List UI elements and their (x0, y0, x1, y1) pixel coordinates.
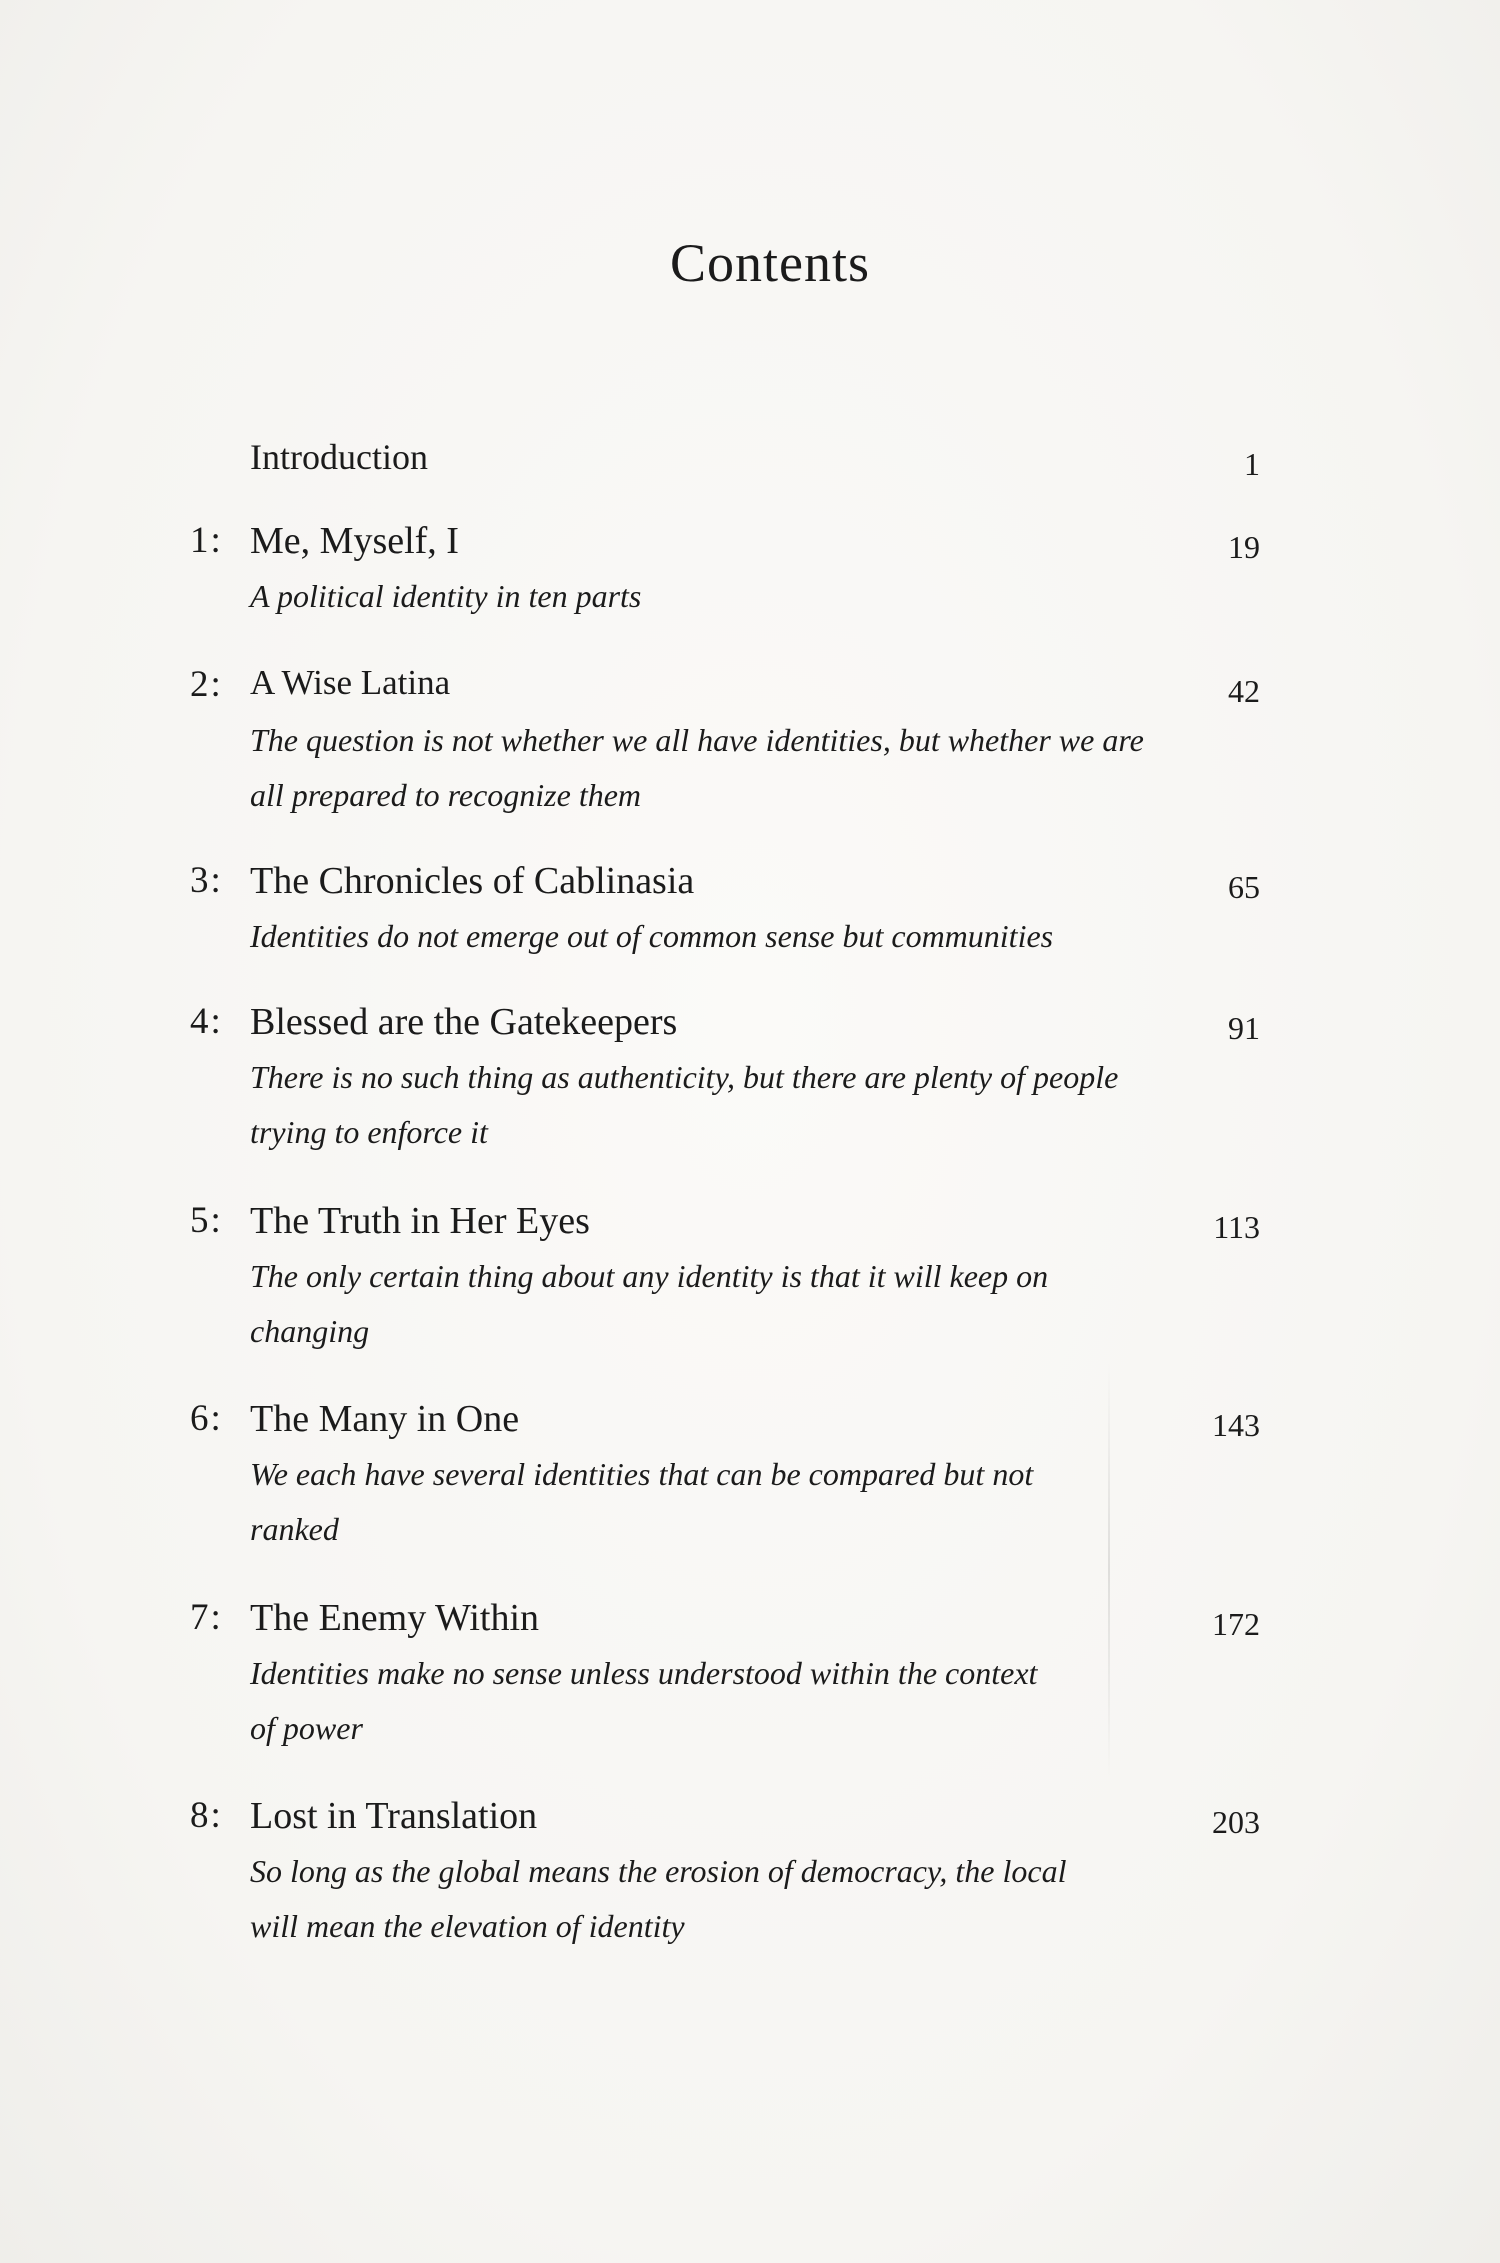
chapter-subtitle: The question is not whether we all have identities, but whether we are all prepared to recognize them (250, 722, 1144, 813)
chapter-title: The Many in One (250, 1398, 520, 1440)
page-number: 65 (1228, 869, 1260, 905)
page-number: 42 (1228, 673, 1260, 709)
chapter-subtitle: A political identity in ten parts (250, 578, 642, 614)
chapter-title: The Truth in Her Eyes (250, 1200, 590, 1242)
page-number: 113 (1213, 1209, 1260, 1245)
page-number: 19 (1228, 529, 1260, 565)
chapter-title: A Wise Latina (250, 663, 451, 702)
chapter-title: Blessed are the Gatekeepers (250, 1001, 678, 1043)
chapter-number: 4: (190, 1001, 223, 1042)
page-number: 91 (1228, 1010, 1260, 1046)
page-crease (1108, 1360, 1110, 1780)
chapter-title: Lost in Translation (250, 1795, 538, 1837)
chapter-number: 7: (190, 1597, 223, 1638)
chapter-number: 6: (190, 1398, 223, 1439)
chapter-number: 8: (190, 1795, 223, 1836)
chapter-title: Introduction (250, 437, 428, 477)
page-number: 1 (1244, 446, 1260, 482)
chapter-subtitle: We each have several identities that can be compared but not ranked (250, 1456, 1034, 1547)
chapter-subtitle: Identities make no sense unless understood within the context of power (250, 1655, 1038, 1746)
chapter-number: 2: (190, 664, 223, 705)
chapter-title: Me, Myself, I (250, 520, 459, 562)
chapter-subtitle: The only certain thing about any identity is that it will keep on changing (250, 1258, 1049, 1349)
chapter-subtitle: Identities do not emerge out of common sense but communities (250, 918, 1054, 954)
page-number: 172 (1212, 1606, 1260, 1642)
chapter-subtitle: So long as the global means the erosion of democracy, the local will mean the elevation of identity (250, 1853, 1067, 1944)
chapter-title: The Enemy Within (250, 1597, 540, 1639)
chapter-title: The Chronicles of Cablinasia (250, 860, 695, 902)
page-title: Contents (669, 233, 870, 294)
page-number: 143 (1212, 1407, 1260, 1443)
chapter-number: 3: (190, 860, 223, 901)
chapter-number: 1: (190, 520, 223, 561)
page-number: 203 (1212, 1804, 1260, 1840)
chapter-subtitle: There is no such thing as authenticity, but there are plenty of people trying to enforce it (250, 1059, 1119, 1150)
chapter-number: 5: (190, 1200, 223, 1241)
